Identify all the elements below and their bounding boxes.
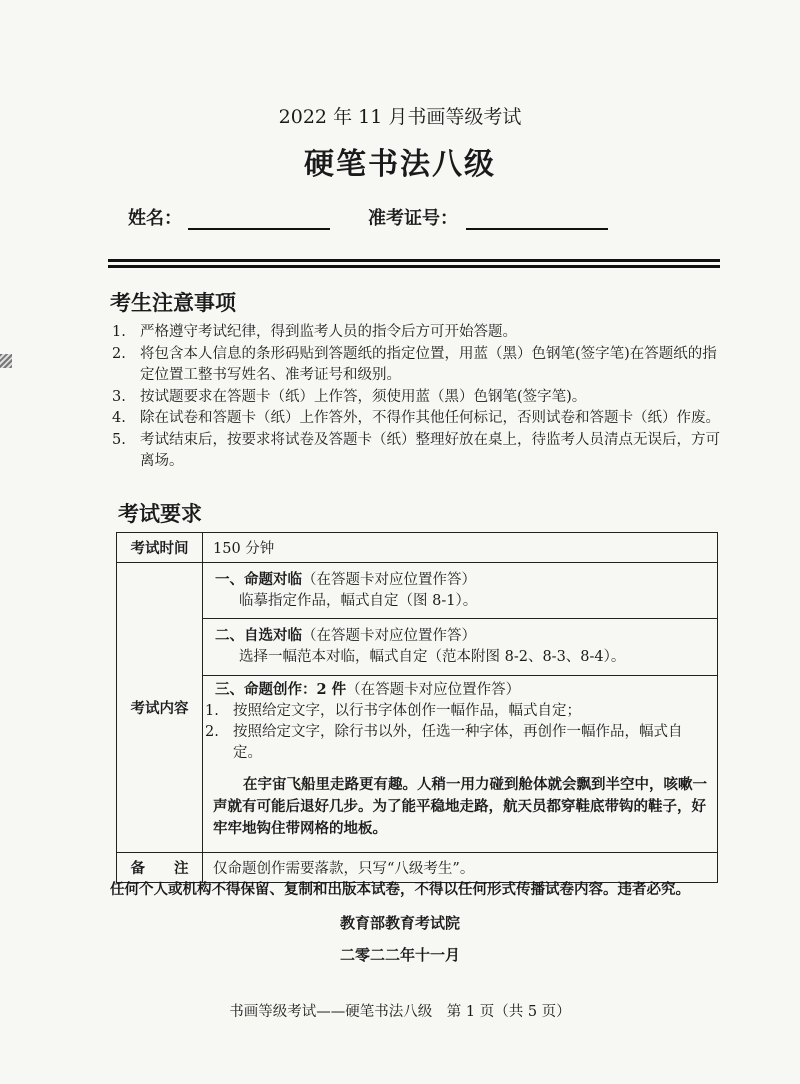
notice-item-number: 1. (112, 324, 126, 340)
header-divider-bottom (108, 265, 720, 268)
part3-item-number: 1. (205, 703, 219, 719)
table-row (117, 676, 718, 853)
id-field-line[interactable] (466, 228, 608, 230)
issue-date: 二零二二年十一月 (339, 946, 460, 964)
id-label: 准考证号： (368, 208, 458, 229)
table-row (117, 533, 718, 563)
page-footer: 书画等级考试——硬笔书法八级 第 1 页（共 5 页） (229, 1004, 571, 1020)
notice-item (112, 430, 722, 473)
part2-note: （在答题卡对应位置作答） (302, 628, 476, 644)
notice-item-number: 3. (112, 388, 126, 405)
part2-heading: 二、自选对临 (215, 627, 302, 644)
name-field-line[interactable] (188, 228, 330, 230)
part1-cell (203, 563, 718, 619)
notice-item (112, 387, 722, 409)
part3-note: （在答题卡对应位置作答） (346, 682, 521, 698)
time-label: 考试时间 (117, 533, 203, 563)
notice-item-number: 5. (112, 431, 126, 448)
part1-heading: 一、命题对临 (215, 570, 302, 588)
part3-item-number: 2. (205, 724, 219, 740)
notice-item-text: 严格遵守考试纪律，得到监考人员的指令后方可开始答题。 (140, 324, 517, 340)
scan-edge-mark (0, 354, 12, 368)
list-item (205, 701, 707, 722)
part3-item-text: 按照给定文字，除行书以外，任选一种字体，再创作一幅作品，幅式自定。 (233, 724, 683, 761)
part3-block (203, 676, 717, 764)
name-label: 姓名： (128, 208, 182, 229)
time-value: 150 分钟 (203, 533, 718, 563)
requirements-title: 考试要求 (118, 501, 202, 526)
notice-item-text: 按试题要求在答题卡（纸）上作答，须使用蓝（黑）色钢笔(签字笔)。 (140, 388, 587, 405)
part2-detail: 选择一幅范本对临，幅式自定（范本附图 8-2、8-3、8-4）。 (239, 649, 626, 665)
notice-item (112, 344, 722, 387)
part2-block (203, 622, 717, 672)
part3-heading: 三、命题创作： (215, 681, 317, 698)
creation-passage: 在宇宙飞船里走路更有趣。人稍一用力碰到舱体就会飘到半空中，咳嗽一声就有可能后退好几步。为了能平稳地走路，航天员都穿鞋底带钩的鞋子，好牢牢地钩住带网格的地板。 (213, 776, 707, 837)
part3-item-text: 按照给定文字，以行书字体创作一幅作品，幅式自定； (233, 703, 581, 719)
subject-title: 硬笔书法八级 (304, 147, 496, 182)
notice-item (112, 322, 722, 344)
remark-label: 备 注 (117, 853, 203, 883)
notice-item-number: 2. (112, 345, 126, 362)
notice-title: 考生注意事项 (110, 290, 236, 315)
remark-value: 仅命题创作需要落款，只写“八级考生”。 (203, 853, 718, 883)
part3-cell (203, 676, 718, 853)
table-row (117, 563, 718, 619)
notice-item-text: 考试结束后，按要求将试卷及答题卡（纸）整理好放在桌上，待监考人员清点无误后，方可离场。 (140, 431, 720, 469)
part1-detail: 临摹指定作品，幅式自定（图 8-1）。 (239, 592, 478, 609)
part3-count: 2 件 (316, 681, 347, 698)
notice-item (112, 408, 722, 430)
notice-list (112, 322, 722, 473)
notice-item-text: 将包含本人信息的条形码贴到答题纸的指定位置，用蓝（黑）色钢笔(签字笔)在答题纸的指定位置工整书写姓名、准考证号和级别。 (140, 345, 717, 383)
list-item (205, 722, 707, 764)
notice-item-text: 除在试卷和答题卡（纸）上作答外，不得作其他任何标记，否则试卷和答题卡（纸）作废。 (140, 410, 720, 426)
requirements-table (116, 532, 718, 883)
part1-block (203, 566, 717, 616)
content-label: 考试内容 (117, 563, 203, 853)
table-row (117, 619, 718, 676)
candidate-fields (128, 202, 688, 236)
part2-cell (203, 619, 718, 676)
header-divider-top (108, 259, 720, 262)
exam-title: 2022 年 11 月书画等级考试 (278, 106, 522, 128)
copyright-notice: 任何个人或机构不得保留、复制和出版本试卷，不得以任何形式传播试卷内容。违者必究。 (110, 881, 690, 898)
notice-item-number: 4. (112, 410, 126, 426)
issuing-organization: 教育部教育考试院 (339, 914, 460, 932)
part1-note: （在答题卡对应位置作答） (302, 571, 476, 588)
